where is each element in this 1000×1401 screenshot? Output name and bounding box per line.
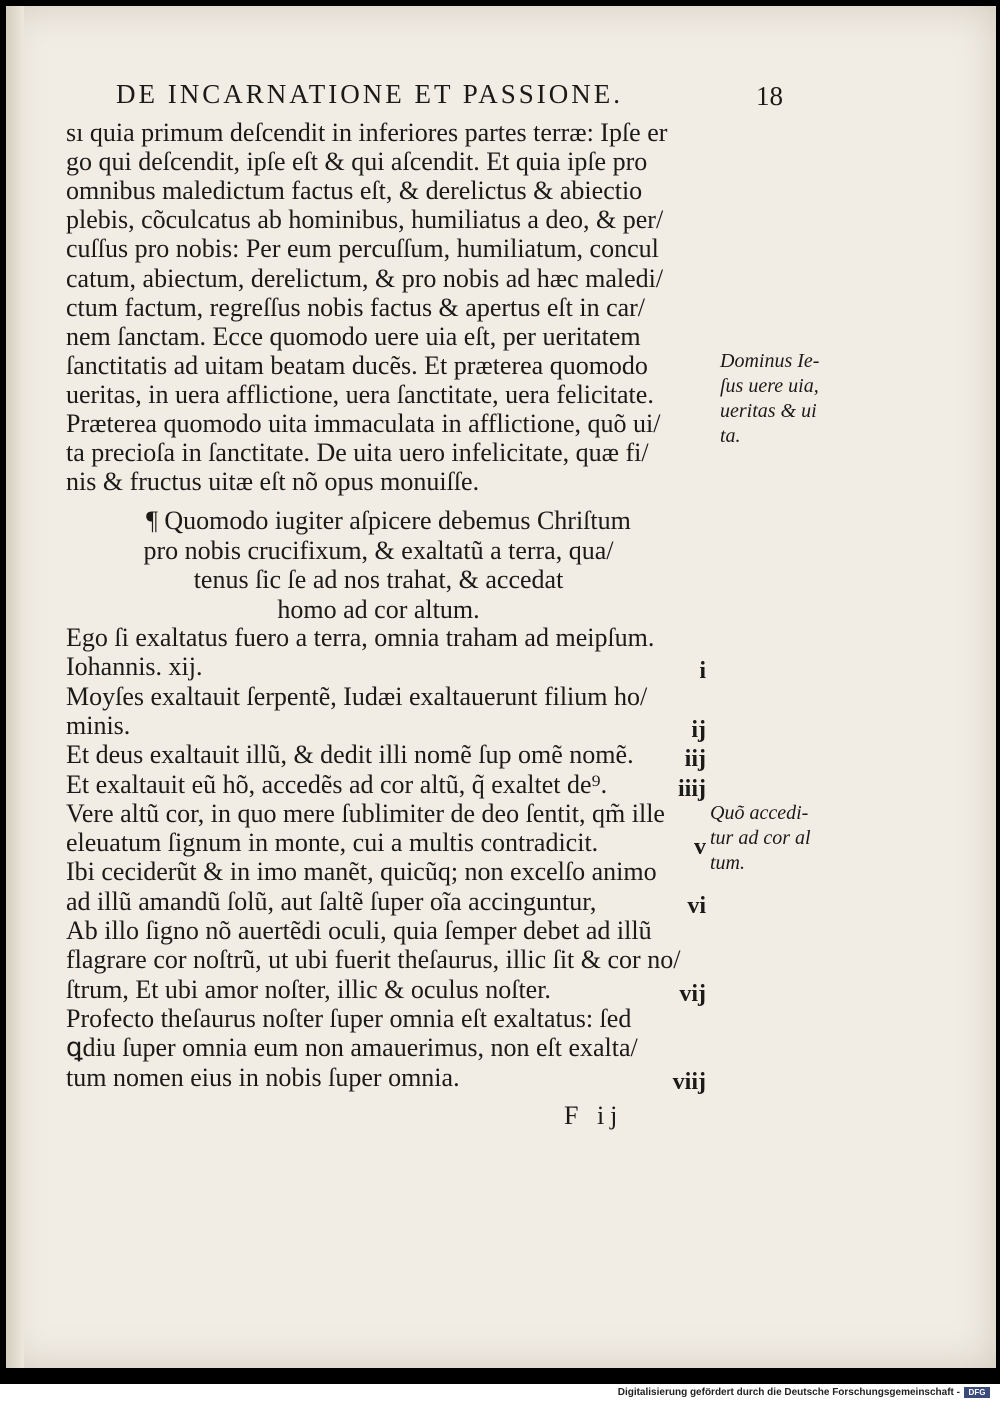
verse-numeral: i	[699, 658, 706, 685]
text-line: nis & fructus uitæ eſt nõ opus monuiſſe.	[66, 467, 480, 497]
heading-line: pro nobis crucifixum, & exaltatũ a terra, qua/	[143, 535, 614, 565]
text-line: flagrare cor noſtrũ, ut ubi fuerit theſaurus, illic ſit & cor no/	[66, 945, 681, 975]
heading-line: homo ad cor altum.	[277, 594, 480, 624]
footer-credit: Digitalisierung gefördert durch die Deutsche Forschungsgemeinschaft -	[617, 1387, 960, 1398]
dfg-logo-icon: DFG	[964, 1387, 990, 1398]
heading-line: ¶ Quomodo iugiter aſpicere debemus Chriſtum	[146, 506, 631, 535]
verse-numeral: ij	[691, 716, 706, 743]
text-line: ta precioſa in ſanctitate. De uita uero infelicitate, quæ fi/	[66, 438, 649, 468]
text-line: cuſſus pro nobis: Per eum percuſſum, humiliatum, concul	[66, 234, 659, 264]
text-line: Ab illo ſigno nõ auertẽdi oculi, quia ſemper debet ad illũ	[66, 916, 652, 945]
margin-note-line: ueritas & ui	[720, 400, 817, 422]
text-line: Vere altũ cor, in quo mere ſublimiter de deo ſentit, qm̃ ille	[66, 798, 665, 828]
margin-note-line: tur ad cor al	[710, 827, 811, 849]
text-line: Præterea quomodo uita immaculata in afflictione, quõ ui/	[66, 409, 661, 438]
verse-numeral: viij	[672, 1068, 706, 1095]
text-line: minis.	[66, 710, 131, 740]
text-line: ctum factum, regreſſus nobis factus & apertus eſt in car/	[66, 292, 646, 322]
folio-number: 18	[756, 81, 783, 111]
text-line: ſtrum, Et ubi amor noſter, illic & oculus noſter.	[66, 974, 551, 1004]
text-line: ꝗdiu ſuper omnia eum non amauerimus, non eſt exalta/	[66, 1033, 638, 1063]
text-line: nem ſanctam. Ecce quomodo uere uia eſt, per ueritatem	[66, 321, 641, 351]
margin-note-line: ta.	[720, 425, 741, 447]
text-line: Iohannis. xij.	[66, 652, 203, 682]
text-line: catum, abiectum, derelictum, & pro nobis ad hæc maledi/	[66, 263, 664, 293]
margin-note-accedi	[710, 801, 850, 876]
text-line: sı quia primum deſcendit in inferiores partes terræ: Ipſe er	[66, 118, 668, 147]
verse-numeral: iiij	[678, 775, 706, 802]
verse-numeral: iij	[684, 746, 706, 773]
margin-note-dominus	[720, 349, 860, 449]
margin-note-line: tum.	[710, 852, 745, 874]
text-line: go qui deſcendit, ipſe eſt & qui aſcendit. Et quia ipſe pro	[66, 147, 648, 177]
text-line: ueritas, in uera afflictione, uera ſanctitate, uera felicitate.	[66, 379, 654, 409]
book-page	[6, 6, 996, 1368]
text-line: plebis, cõculcatus ab hominibus, humiliatus a deo, & per/	[66, 205, 664, 235]
text-line: Profecto theſaurus noſter ſuper omnia eſt exaltatus: ſed	[66, 1003, 632, 1033]
signature-mark: F ij	[564, 1101, 624, 1130]
text-line: eleuatum ſignum in monte, cui a multis contradicit.	[66, 828, 599, 858]
margin-note-line: ſus uere uia,	[720, 375, 819, 397]
heading-line: tenus ſic ſe ad nos trahat, & accedat	[193, 565, 564, 594]
text-line: Et exaltauit eũ hõ, accedẽs ad cor altũ, q̃ exaltet de⁹.	[66, 769, 608, 799]
verse-numeral: vij	[679, 980, 706, 1007]
footer-bar	[0, 1384, 1000, 1401]
text-line: Ego ſi exaltatus fuero a terra, omnia traham ad meipſum.	[66, 623, 655, 652]
text-line: ſanctitatis ad uitam beatam ducẽs. Et præterea quomodo	[66, 350, 648, 380]
text-line: omnibus maledictum factus eſt, & derelictus & abiectio	[66, 176, 643, 206]
margin-note-line: Dominus Ie-	[720, 350, 820, 372]
running-header: DE INCARNATIONE ET PASSIONE.	[116, 79, 624, 109]
verse-numeral: vi	[687, 892, 706, 919]
text-line: Ibi ceciderũt & in imo manẽt, quicũq; non excelſo animo	[66, 857, 657, 887]
text-line: tum nomen eius in nobis ſuper omnia.	[66, 1062, 460, 1092]
text-line: ad illũ amandũ ſolũ, aut ſaltẽ ſuper oĩa accinguntur,	[66, 886, 597, 916]
verse-numeral: v	[694, 834, 706, 861]
margin-note-line: Quõ accedi-	[710, 802, 809, 824]
page-fold-shadow	[6, 6, 24, 1368]
text-line: Et deus exaltauit illũ, & dedit illi nomẽ ſup omẽ nomẽ.	[66, 740, 634, 770]
text-line: Moyſes exaltauit ſerpentẽ, Iudæi exaltauerunt filium ho/	[66, 681, 648, 711]
